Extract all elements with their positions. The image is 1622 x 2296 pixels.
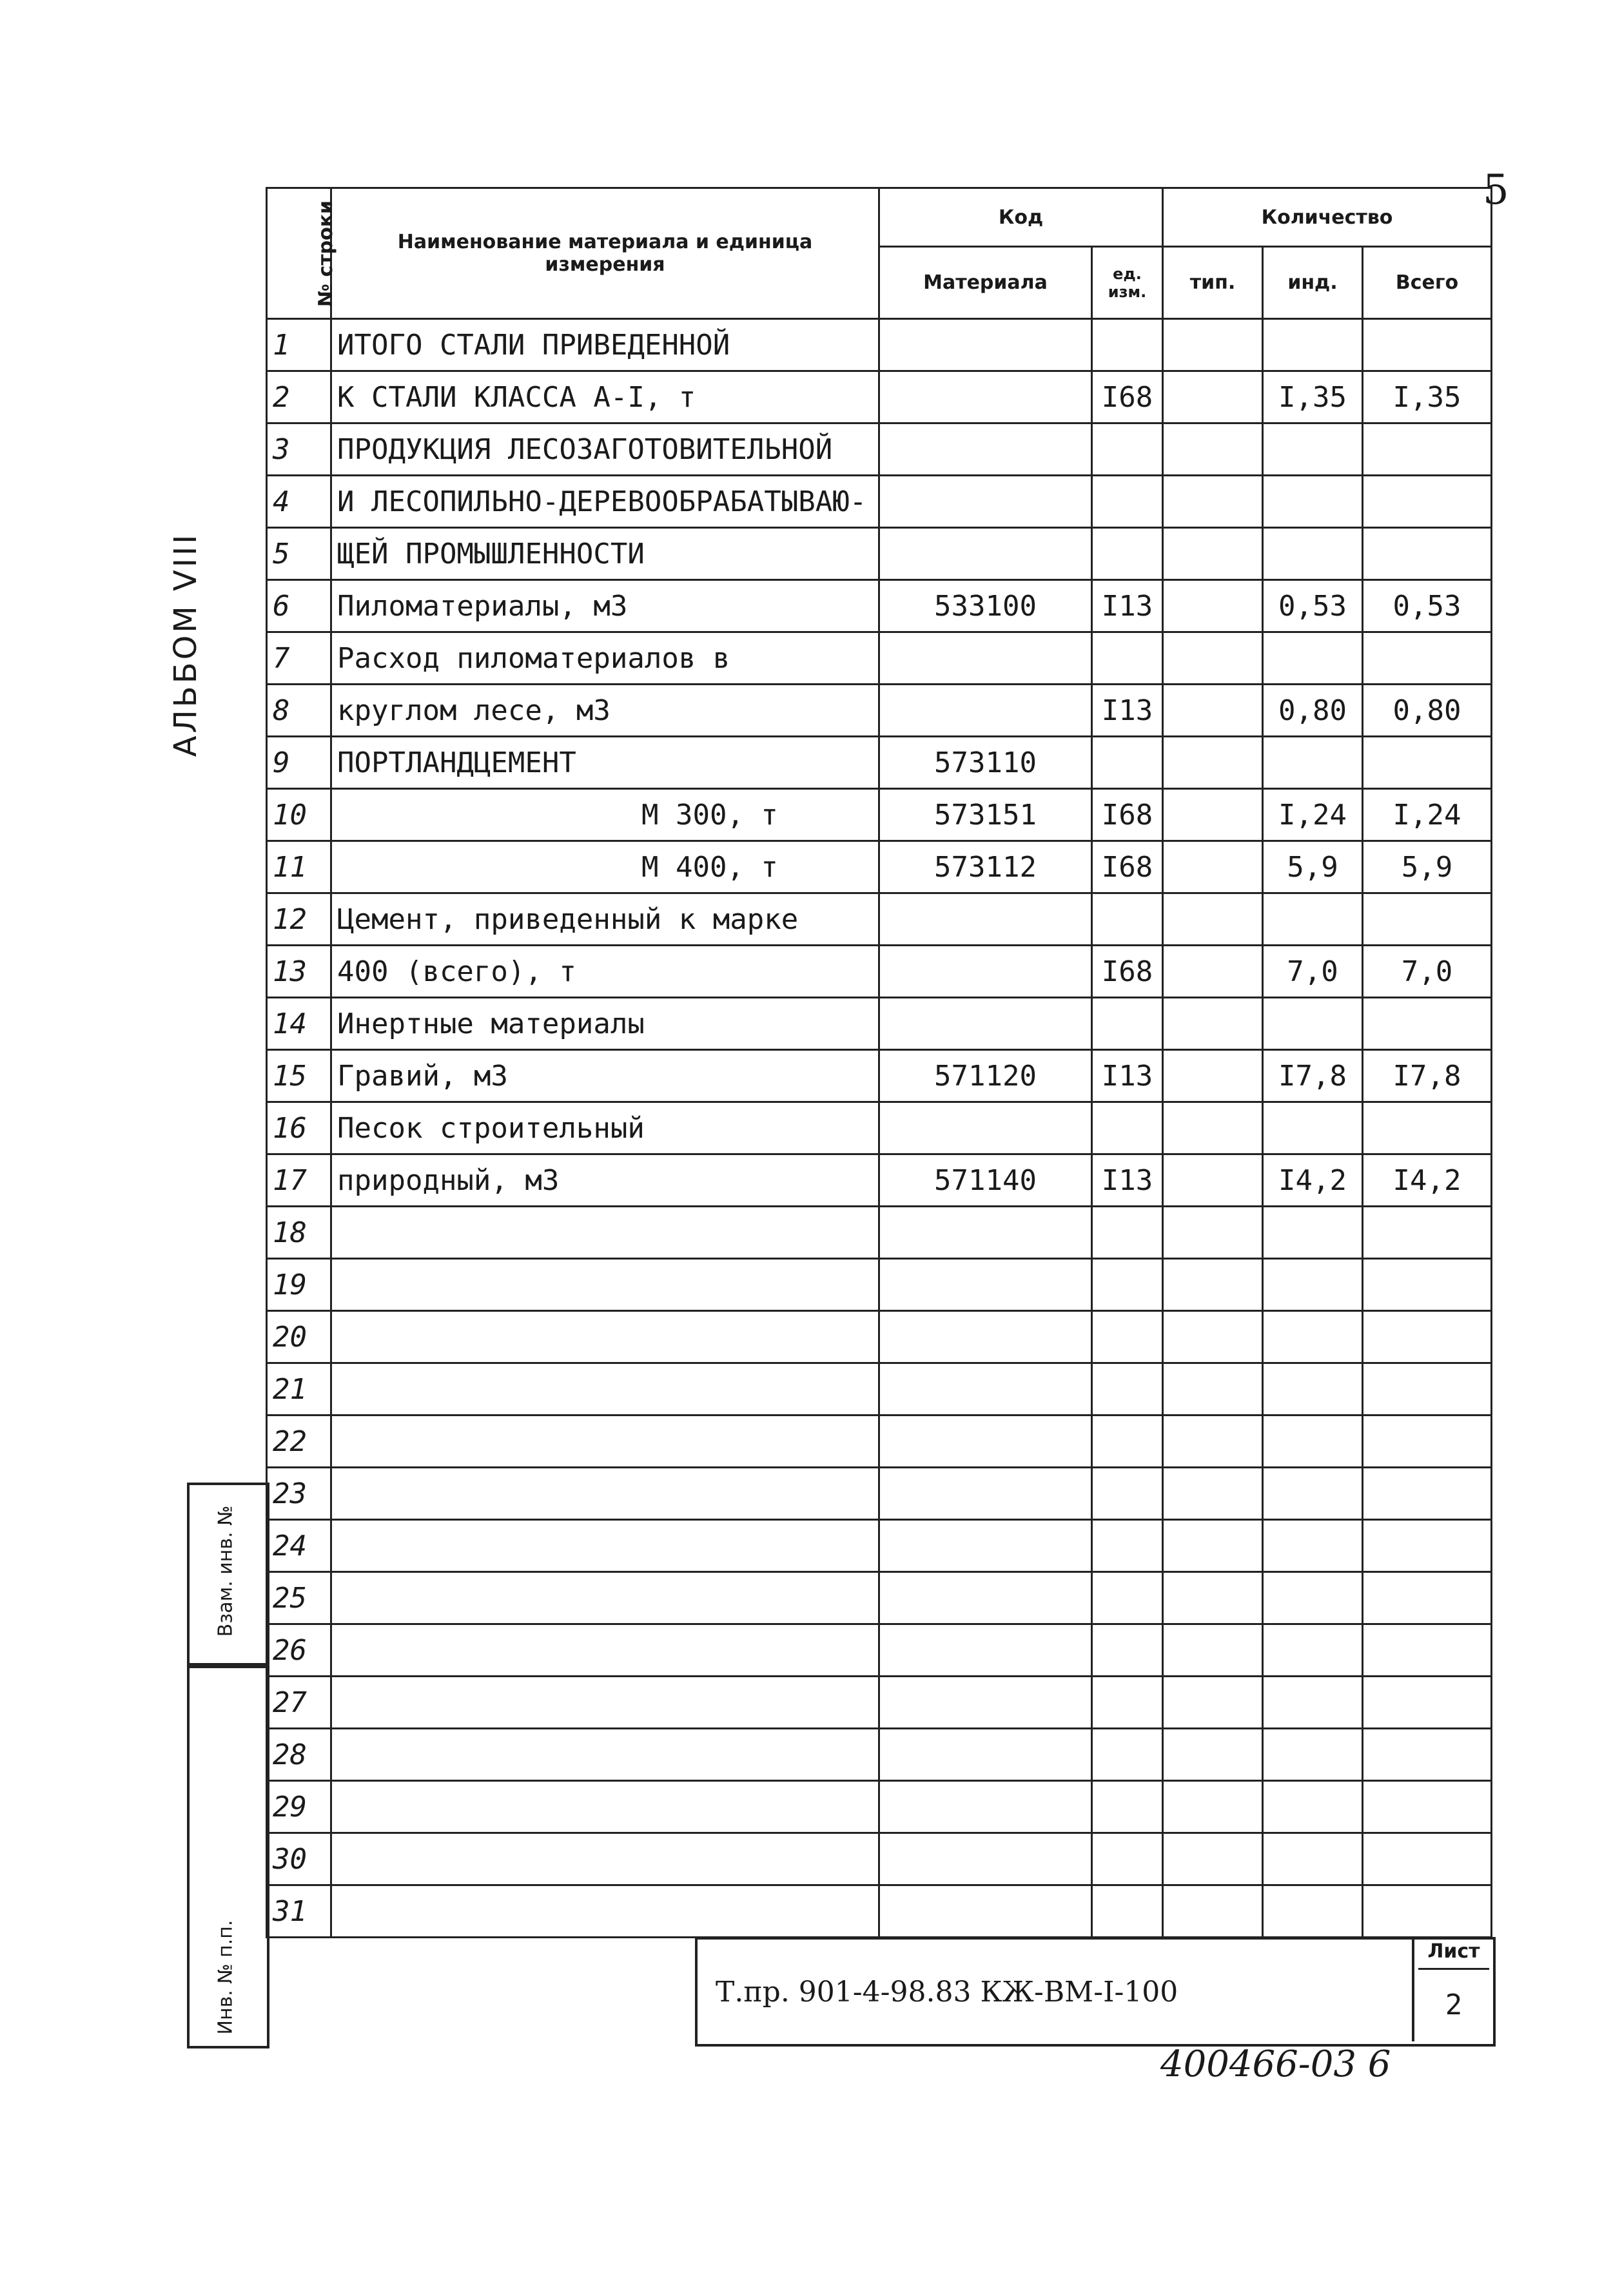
material-code: [879, 632, 1092, 685]
qty-total: [1363, 1259, 1492, 1311]
unit-code: [1092, 1207, 1163, 1259]
unit-code: [1092, 1572, 1163, 1624]
material-code: [879, 1259, 1092, 1311]
material-name: Песок строительный: [331, 1102, 879, 1154]
qty-ind: 5,9: [1263, 841, 1363, 893]
material-name: [331, 1363, 879, 1416]
qty-total: [1363, 1624, 1492, 1677]
qty-typ: [1163, 1729, 1263, 1781]
material-code: [879, 319, 1092, 371]
unit-code: [1092, 528, 1163, 580]
table-row: [267, 1363, 1492, 1416]
qty-total: I,35: [1363, 371, 1492, 423]
row-number: 11: [267, 841, 331, 893]
unit-code: [1092, 1781, 1163, 1833]
qty-typ: [1163, 685, 1263, 737]
material-name: [331, 1781, 879, 1833]
stamp-top-label: Взам. инв. №: [214, 1505, 237, 1637]
material-name: [331, 1259, 879, 1311]
qty-typ: [1163, 1416, 1263, 1468]
qty-total: [1363, 1311, 1492, 1363]
header-qty-total: Всего: [1363, 247, 1492, 319]
row-number: 14: [267, 998, 331, 1050]
unit-code: [1092, 423, 1163, 476]
qty-ind: 7,0: [1263, 946, 1363, 998]
material-name: К СТАЛИ КЛАССА А-I, т: [331, 371, 879, 423]
material-name: [331, 1520, 879, 1572]
material-code: [879, 423, 1092, 476]
unit-code: I68: [1092, 946, 1163, 998]
qty-typ: [1163, 998, 1263, 1050]
qty-total: [1363, 1677, 1492, 1729]
row-number: 3: [267, 423, 331, 476]
row-number: 15: [267, 1050, 331, 1102]
table-row: [267, 685, 1492, 737]
unit-code: [1092, 1468, 1163, 1520]
row-number: 1: [267, 319, 331, 371]
unit-code: I13: [1092, 1050, 1163, 1102]
row-number: 31: [267, 1885, 331, 1938]
table-row: [267, 319, 1492, 371]
table-row: [267, 1102, 1492, 1154]
qty-ind: [1263, 1885, 1363, 1938]
qty-total: 5,9: [1363, 841, 1492, 893]
album-side-title: АЛЬБОМ VIII: [168, 532, 204, 757]
qty-typ: [1163, 1885, 1263, 1938]
material-name: ПОРТЛАНДЦЕМЕНТ: [331, 737, 879, 789]
qty-typ: [1163, 423, 1263, 476]
unit-code: [1092, 1102, 1163, 1154]
row-number: 29: [267, 1781, 331, 1833]
table-row: [267, 1885, 1492, 1938]
qty-typ: [1163, 319, 1263, 371]
qty-typ: [1163, 1572, 1263, 1624]
unit-code: [1092, 1624, 1163, 1677]
qty-ind: [1263, 1677, 1363, 1729]
qty-ind: [1263, 1416, 1363, 1468]
table-row: [267, 1259, 1492, 1311]
qty-ind: [1263, 1624, 1363, 1677]
qty-typ: [1163, 737, 1263, 789]
qty-typ: [1163, 1363, 1263, 1416]
unit-code: I68: [1092, 371, 1163, 423]
qty-ind: [1263, 1781, 1363, 1833]
qty-typ: [1163, 632, 1263, 685]
table-row: [267, 789, 1492, 841]
material-name: ПРОДУКЦИЯ ЛЕСОЗАГОТОВИТЕЛЬНОЙ: [331, 423, 879, 476]
row-number: 26: [267, 1624, 331, 1677]
qty-total: I4,2: [1363, 1154, 1492, 1207]
qty-ind: [1263, 632, 1363, 685]
qty-total: [1363, 1363, 1492, 1416]
unit-code: [1092, 476, 1163, 528]
qty-typ: [1163, 1520, 1263, 1572]
qty-ind: I,24: [1263, 789, 1363, 841]
table-row: [267, 476, 1492, 528]
material-name: [331, 1729, 879, 1781]
qty-ind: [1263, 1833, 1363, 1885]
qty-total: [1363, 1468, 1492, 1520]
material-code: [879, 1363, 1092, 1416]
row-number: 30: [267, 1833, 331, 1885]
table-row: [267, 998, 1492, 1050]
unit-code: I13: [1092, 685, 1163, 737]
qty-typ: [1163, 1677, 1263, 1729]
row-number: 17: [267, 1154, 331, 1207]
header-name: Наименование материала и единица измерения: [331, 188, 879, 319]
qty-total: 0,53: [1363, 580, 1492, 632]
material-code: [879, 476, 1092, 528]
table-row: [267, 632, 1492, 685]
qty-typ: [1163, 893, 1263, 946]
qty-typ: [1163, 1833, 1263, 1885]
qty-ind: I7,8: [1263, 1050, 1363, 1102]
material-code: 571120: [879, 1050, 1092, 1102]
row-number: 16: [267, 1102, 331, 1154]
material-code: [879, 1311, 1092, 1363]
unit-code: [1092, 1677, 1163, 1729]
material-code: [879, 1729, 1092, 1781]
stamp-bottom-label: Инв. № п.п.: [214, 1920, 237, 2035]
qty-ind: [1263, 1572, 1363, 1624]
qty-ind: [1263, 1468, 1363, 1520]
row-number: 6: [267, 580, 331, 632]
unit-code: [1092, 1885, 1163, 1938]
handwritten-inventory-note: 400466-03 6: [1160, 2043, 1391, 2085]
row-number: 13: [267, 946, 331, 998]
qty-ind: I,35: [1263, 371, 1363, 423]
table-row: [267, 1520, 1492, 1572]
qty-total: [1363, 1207, 1492, 1259]
qty-total: [1363, 319, 1492, 371]
material-name: [331, 1624, 879, 1677]
qty-typ: [1163, 1102, 1263, 1154]
material-name: Расход пиломатериалов в: [331, 632, 879, 685]
material-name: [331, 1416, 879, 1468]
material-code: [879, 1677, 1092, 1729]
row-number: 27: [267, 1677, 331, 1729]
unit-code: [1092, 1520, 1163, 1572]
material-name: [331, 1207, 879, 1259]
document-code: Т.пр. 901-4-98.83 КЖ-ВМ-I-100: [716, 1976, 1178, 2009]
unit-code: I68: [1092, 789, 1163, 841]
qty-ind: [1263, 528, 1363, 580]
material-code: [879, 1468, 1092, 1520]
qty-typ: [1163, 841, 1263, 893]
table-row: [267, 1468, 1492, 1520]
material-code: 533100: [879, 580, 1092, 632]
qty-ind: 0,80: [1263, 685, 1363, 737]
qty-ind: [1263, 319, 1363, 371]
row-number: 4: [267, 476, 331, 528]
qty-typ: [1163, 946, 1263, 998]
qty-total: [1363, 737, 1492, 789]
sheet-number: 2: [1445, 1989, 1463, 2021]
unit-code: [1092, 1259, 1163, 1311]
material-name: М 400, т: [331, 841, 879, 893]
material-code: 573110: [879, 737, 1092, 789]
header-qty-ind: инд.: [1263, 247, 1363, 319]
qty-total: I,24: [1363, 789, 1492, 841]
table-row: [267, 371, 1492, 423]
material-name: Цемент, приведенный к марке: [331, 893, 879, 946]
header-code-group: Код: [879, 188, 1163, 247]
qty-typ: [1163, 1259, 1263, 1311]
material-name: природный, м3: [331, 1154, 879, 1207]
qty-total: [1363, 632, 1492, 685]
table-row: [267, 841, 1492, 893]
qty-ind: [1263, 476, 1363, 528]
qty-typ: [1163, 1624, 1263, 1677]
table-row: [267, 1311, 1492, 1363]
material-name: Пиломатериалы, м3: [331, 580, 879, 632]
qty-total: [1363, 1833, 1492, 1885]
table-row: [267, 737, 1492, 789]
material-code: 571140: [879, 1154, 1092, 1207]
material-code: [879, 1207, 1092, 1259]
material-name: Инертные материалы: [331, 998, 879, 1050]
table-row: [267, 1833, 1492, 1885]
qty-typ: [1163, 1468, 1263, 1520]
qty-typ: [1163, 789, 1263, 841]
qty-typ: [1163, 1050, 1263, 1102]
table-row: [267, 1572, 1492, 1624]
material-code: [879, 1572, 1092, 1624]
table-row: [267, 893, 1492, 946]
table-row: [267, 1050, 1492, 1102]
row-number: 5: [267, 528, 331, 580]
row-number: 9: [267, 737, 331, 789]
qty-typ: [1163, 528, 1263, 580]
qty-total: [1363, 476, 1492, 528]
row-number: 20: [267, 1311, 331, 1363]
qty-typ: [1163, 1781, 1263, 1833]
qty-ind: [1263, 1102, 1363, 1154]
unit-code: [1092, 893, 1163, 946]
qty-total: [1363, 1102, 1492, 1154]
materials-table: [266, 187, 1492, 1938]
header-code-material: Материала: [879, 247, 1092, 319]
table-row: [267, 423, 1492, 476]
row-number: 7: [267, 632, 331, 685]
material-name: 400 (всего), т: [331, 946, 879, 998]
qty-typ: [1163, 1311, 1263, 1363]
header-qty-group: Количество: [1163, 188, 1492, 247]
material-name: [331, 1311, 879, 1363]
qty-total: [1363, 423, 1492, 476]
material-name: [331, 1572, 879, 1624]
material-code: [879, 998, 1092, 1050]
unit-code: I68: [1092, 841, 1163, 893]
qty-ind: [1263, 1363, 1363, 1416]
material-code: [879, 1833, 1092, 1885]
unit-code: [1092, 632, 1163, 685]
header-row-no: № строки: [267, 188, 331, 319]
qty-ind: [1263, 893, 1363, 946]
row-number: 2: [267, 371, 331, 423]
qty-ind: [1263, 423, 1363, 476]
qty-total: [1363, 1520, 1492, 1572]
table-row: [267, 1154, 1492, 1207]
unit-code: [1092, 998, 1163, 1050]
material-code: [879, 1624, 1092, 1677]
material-code: [879, 685, 1092, 737]
material-name: М 300, т: [331, 789, 879, 841]
material-code: [879, 1520, 1092, 1572]
row-number: 19: [267, 1259, 331, 1311]
table-row: [267, 580, 1492, 632]
material-code: [879, 946, 1092, 998]
row-number: 24: [267, 1520, 331, 1572]
qty-typ: [1163, 476, 1263, 528]
table-row: [267, 1781, 1492, 1833]
material-code: [879, 371, 1092, 423]
qty-ind: [1263, 1729, 1363, 1781]
material-code: [879, 1781, 1092, 1833]
material-name: ИТОГО СТАЛИ ПРИВЕДЕННОЙ: [331, 319, 879, 371]
row-number: 23: [267, 1468, 331, 1520]
table-row: [267, 1729, 1492, 1781]
table-row: [267, 1416, 1492, 1468]
unit-code: [1092, 1729, 1163, 1781]
row-number: 10: [267, 789, 331, 841]
row-number: 18: [267, 1207, 331, 1259]
table-row: [267, 946, 1492, 998]
material-name: [331, 1833, 879, 1885]
unit-code: I13: [1092, 1154, 1163, 1207]
unit-code: [1092, 737, 1163, 789]
sheet-label: Лист: [1418, 1940, 1489, 1970]
row-number: 28: [267, 1729, 331, 1781]
qty-typ: [1163, 580, 1263, 632]
unit-code: [1092, 1311, 1163, 1363]
material-name: ЩЕЙ ПРОМЫШЛЕННОСТИ: [331, 528, 879, 580]
qty-total: [1363, 1416, 1492, 1468]
table-row: [267, 528, 1492, 580]
material-code: [879, 893, 1092, 946]
material-name: [331, 1885, 879, 1938]
row-number: 25: [267, 1572, 331, 1624]
page-number: 5: [1483, 166, 1509, 214]
qty-ind: [1263, 737, 1363, 789]
material-name: [331, 1677, 879, 1729]
qty-total: 0,80: [1363, 685, 1492, 737]
qty-total: [1363, 1572, 1492, 1624]
qty-total: 7,0: [1363, 946, 1492, 998]
material-code: 573151: [879, 789, 1092, 841]
qty-ind: I4,2: [1263, 1154, 1363, 1207]
qty-typ: [1163, 1207, 1263, 1259]
material-name: круглом лесе, м3: [331, 685, 879, 737]
qty-ind: [1263, 1311, 1363, 1363]
unit-code: I13: [1092, 580, 1163, 632]
qty-ind: [1263, 998, 1363, 1050]
material-code: [879, 1102, 1092, 1154]
table-row: [267, 1207, 1492, 1259]
qty-typ: [1163, 1154, 1263, 1207]
row-number: 21: [267, 1363, 331, 1416]
header-qty-typ: тип.: [1163, 247, 1263, 319]
material-name: [331, 1468, 879, 1520]
material-code: [879, 528, 1092, 580]
unit-code: [1092, 1833, 1163, 1885]
row-number: 22: [267, 1416, 331, 1468]
qty-ind: 0,53: [1263, 580, 1363, 632]
qty-total: [1363, 528, 1492, 580]
qty-ind: [1263, 1207, 1363, 1259]
material-code: [879, 1885, 1092, 1938]
material-name: Гравий, м3: [331, 1050, 879, 1102]
qty-ind: [1263, 1259, 1363, 1311]
row-number: 8: [267, 685, 331, 737]
material-code: [879, 1416, 1092, 1468]
qty-total: [1363, 1729, 1492, 1781]
row-number: 12: [267, 893, 331, 946]
qty-total: [1363, 893, 1492, 946]
table-row: [267, 1624, 1492, 1677]
qty-total: I7,8: [1363, 1050, 1492, 1102]
material-name: И ЛЕСОПИЛЬНО-ДЕРЕВООБРАБАТЫВАЮ-: [331, 476, 879, 528]
unit-code: [1092, 319, 1163, 371]
qty-ind: [1263, 1520, 1363, 1572]
unit-code: [1092, 1416, 1163, 1468]
material-code: 573112: [879, 841, 1092, 893]
table-row: [267, 1677, 1492, 1729]
unit-code: [1092, 1363, 1163, 1416]
qty-total: [1363, 1885, 1492, 1938]
qty-total: [1363, 998, 1492, 1050]
qty-typ: [1163, 371, 1263, 423]
header-code-unit: ед. изм.: [1092, 247, 1163, 319]
qty-total: [1363, 1781, 1492, 1833]
